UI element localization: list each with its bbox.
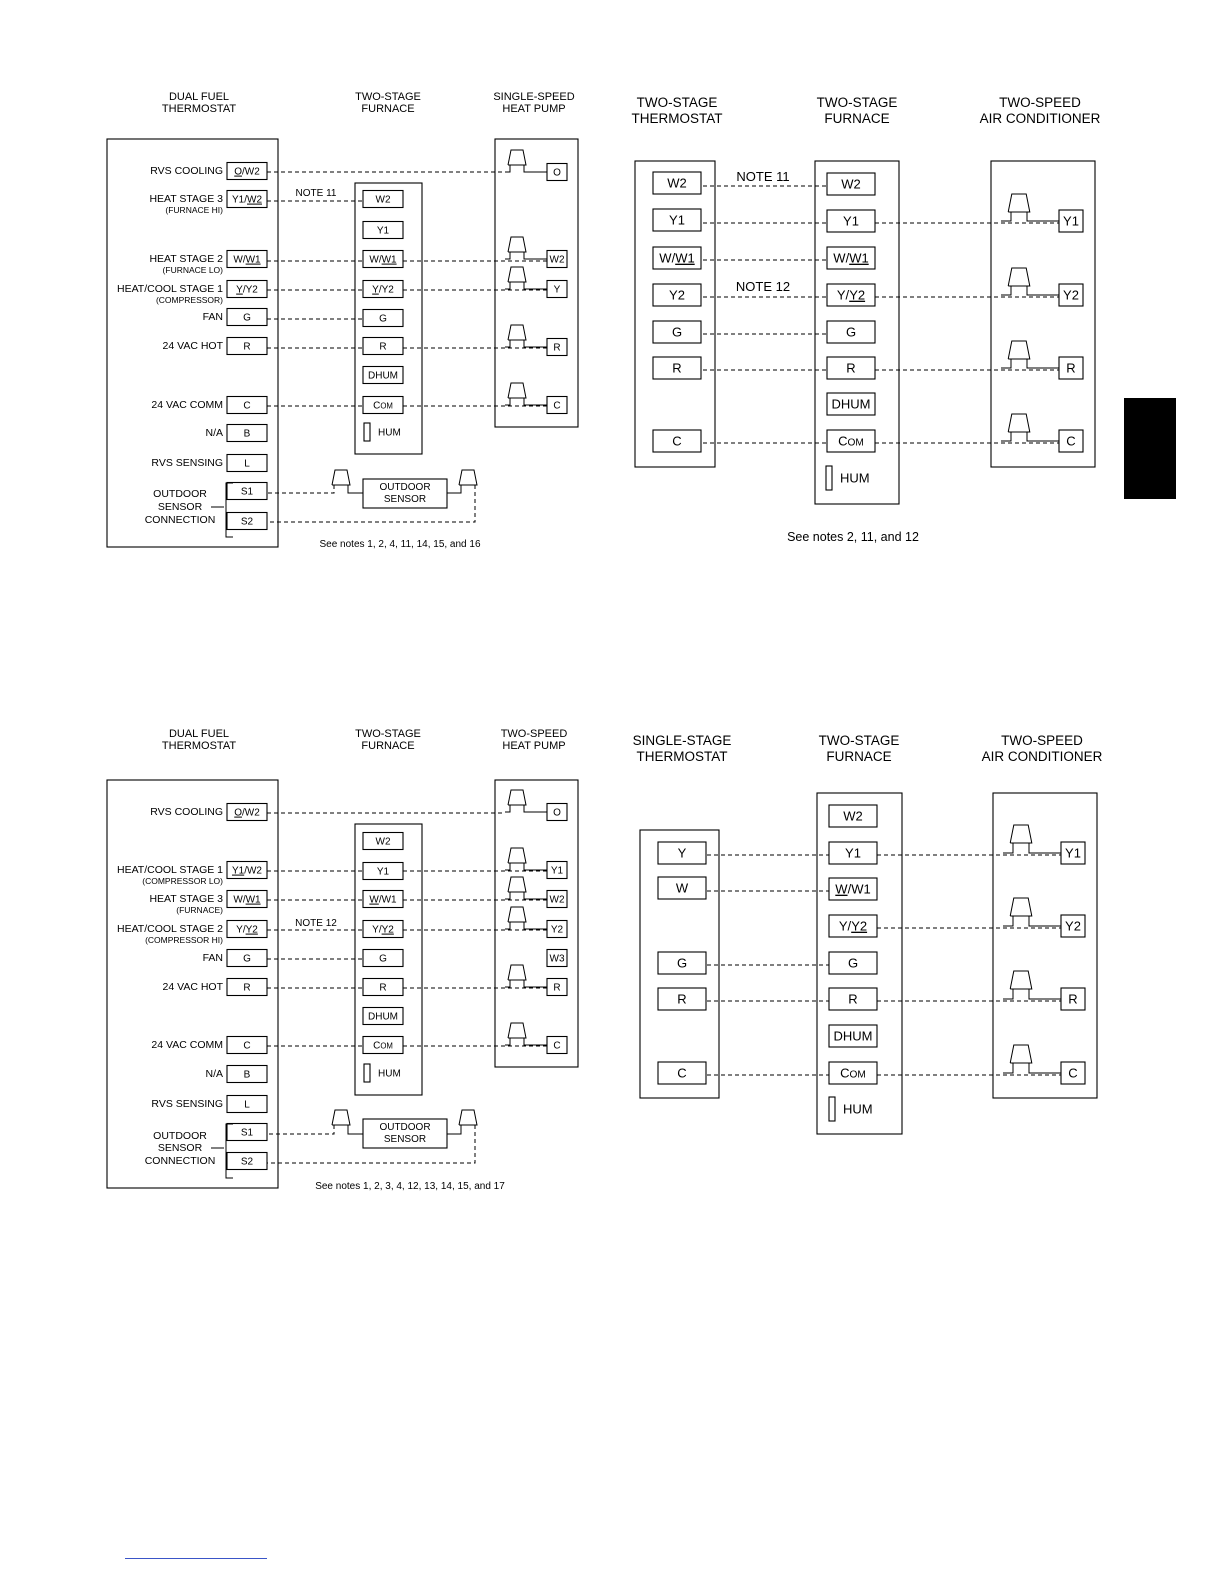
d1-sensor-s2-stem — [447, 485, 461, 493]
d1-thermostat-term-o-w2-label: O/W2 — [234, 166, 260, 178]
d2-furnace-term-com-label: COM — [838, 433, 864, 449]
d3-furnace-term-g-label: G — [379, 953, 387, 965]
d3-furnace-term-dhum-label: DHUM — [368, 1011, 398, 1023]
d2-note-12: NOTE 12 — [735, 279, 791, 294]
d3-sensor-s2-stem — [447, 1125, 461, 1134]
d4-furnace-term-y1-label: Y1 — [845, 845, 861, 861]
d1-thermostat-row-label: HEAT/COOL STAGE 1 — [117, 283, 223, 295]
d3-heatpump-relay-5 — [508, 1023, 526, 1038]
d1-furnace-term-com-label: COM — [373, 400, 393, 412]
d3-heatpump-term-y1-label: Y1 — [550, 865, 564, 877]
d1-thermostat-row-sublabel: (FURNACE LO) — [162, 265, 223, 275]
d3-sensor-s1-stem — [348, 1125, 363, 1134]
d1-furnace-term-y-y2-label: Y/Y2 — [372, 284, 394, 296]
d4-furnace-term-dhum-label: DHUM — [833, 1028, 873, 1044]
d3-heatpump-relay-4 — [508, 965, 526, 980]
d4-furnace-term-com-label: COM — [840, 1065, 866, 1081]
d3-heatpump-term-o-label: O — [553, 807, 561, 819]
d3-outdoor-label-2: SENSOR — [157, 1142, 203, 1154]
d2-thermostat-term-g-label: G — [671, 324, 683, 340]
d3-thermostat-term-o-w2-label: O/W2 — [234, 807, 260, 819]
d3-thermostat-row-sublabel: (COMPRESSOR LO) — [142, 876, 223, 886]
d1-outdoor-label-3: CONNECTION — [144, 514, 216, 526]
d3-sensor-relay-right — [459, 1110, 477, 1125]
d1-sensor-s1-stem — [348, 485, 363, 493]
d3-thermostat-row-sublabel: (FURNACE) — [176, 905, 223, 915]
d2-note-11: NOTE 11 — [736, 169, 790, 184]
d1-footnote: See notes 1, 2, 4, 11, 14, 15, and 16 — [319, 539, 481, 550]
d3-furnace-term-y-y2-label: Y/Y2 — [372, 924, 394, 936]
d3-thermostat-row-label: HEAT/COOL STAGE 2 — [117, 923, 223, 935]
d2-ac-term-r-label: R — [1066, 360, 1076, 376]
d4-thermostat-term-g-label: G — [676, 955, 688, 971]
d3-furnace-term-y1-label: Y1 — [376, 866, 390, 878]
d3-outdoor-label-3: CONNECTION — [144, 1155, 216, 1167]
d1-sensor-relay-left — [332, 470, 350, 485]
d3-heatpump-relay-2 — [508, 877, 526, 892]
d2-ac-relay-0 — [1008, 194, 1030, 212]
d1-thermostat-row-sublabel: (FURNACE HI) — [165, 205, 223, 215]
d1-furnace-term-w-w1-label: W/W1 — [369, 254, 397, 266]
d2-ac-relay-3 — [1008, 414, 1030, 432]
d2-ac-relay-1 — [1008, 268, 1030, 286]
d1-thermostat-row-label: N/A — [205, 427, 223, 439]
d4-furnace-hum-label: HUM — [843, 1101, 873, 1117]
d1-header-outdoor: SINGLE-SPEED HEAT PUMP — [493, 91, 575, 115]
d3-thermostat-row-label: HEAT STAGE 3 — [149, 893, 223, 905]
d3-thermostat-row-label: RVS COOLING — [150, 806, 223, 818]
d2-furnace-term-w2-label: W2 — [841, 176, 861, 192]
d4-thermostat-term-r-label: R — [677, 991, 687, 1007]
d2-ac-panel — [991, 161, 1095, 467]
d4-thermostat-term-y-label: Y — [677, 845, 687, 861]
d1-heatpump-term-o-label: O — [553, 167, 561, 179]
d4-thermostat-term-c-label: C — [677, 1065, 687, 1081]
d4-furnace-term-r-label: R — [848, 991, 858, 1007]
d3-header-thermostat: DUAL FUEL THERMOSTAT — [161, 728, 237, 752]
d1-heatpump-term-y-label: Y — [553, 284, 561, 296]
d2-thermostat-term-c-label: C — [672, 433, 682, 449]
d1-furnace-term-r-label: R — [379, 341, 387, 353]
d1-thermostat-row-label: 24 VAC HOT — [162, 340, 223, 352]
d1-thermostat-term-s2-label: S2 — [240, 516, 254, 528]
d1-note-11: NOTE 11 — [295, 188, 337, 199]
d4-ac-relay-1 — [1010, 898, 1032, 916]
d3-heatpump-term-w2-label: W2 — [549, 894, 565, 906]
d4-header-outdoor: TWO-SPEED AIR CONDITIONER — [981, 733, 1103, 764]
d3-note-12: NOTE 12 — [295, 918, 337, 929]
d1-furnace-hum-indicator — [364, 423, 370, 441]
d2-furnace-hum-indicator — [826, 466, 832, 490]
d3-thermostat-term-r-label: R — [243, 982, 251, 994]
d4-ac-relay-0 — [1010, 825, 1032, 843]
d3-furnace-term-com-label: COM — [373, 1040, 393, 1052]
d1-thermostat-term-b-label: B — [243, 428, 251, 440]
d2-thermostat-term-w-w1-label: W/W1 — [659, 250, 695, 266]
d3-outdoor-label-1: OUTDOOR — [153, 1130, 207, 1142]
d1-furnace-term-dhum-label: DHUM — [368, 370, 398, 382]
d4-ac-term-r-label: R — [1068, 991, 1078, 1007]
d2-furnace-term-g-label: G — [845, 324, 857, 340]
d1-heatpump-term-c-label: C — [553, 400, 561, 412]
d2-furnace-term-dhum-label: DHUM — [831, 396, 871, 412]
d3-sensor-relay-left — [332, 1110, 350, 1125]
d4-ac-term-c-label: C — [1068, 1065, 1078, 1081]
d3-thermostat-row-label: HEAT/COOL STAGE 1 — [117, 864, 223, 876]
d3-thermostat-term-y1-w2-label: Y1/W2 — [231, 865, 263, 877]
d1-furnace-term-y1-label: Y1 — [376, 225, 390, 237]
d1-thermostat-row-label: 24 VAC COMM — [151, 399, 223, 411]
d4-ac-relay-2 — [1010, 971, 1032, 989]
d1-thermostat-row-sublabel: (COMPRESSOR) — [155, 295, 223, 305]
d2-footnote: See notes 2, 11, and 12 — [787, 530, 919, 544]
d3-furnace-term-w-w1-label: W/W1 — [369, 894, 397, 906]
d1-thermostat-term-r-label: R — [243, 341, 251, 353]
d4-furnace-term-g-label: G — [847, 955, 859, 971]
d3-thermostat-row-label: FAN — [202, 952, 223, 964]
d3-furnace-hum-label: HUM — [378, 1068, 401, 1080]
d3-thermostat-term-w-w1-label: W/W1 — [233, 894, 261, 906]
d1-furnace-term-w2-label: W2 — [375, 194, 391, 206]
d3-header-outdoor: TWO-SPEED HEAT PUMP — [500, 728, 568, 752]
d2-furnace-term-y1-label: Y1 — [843, 213, 859, 229]
d4-header-furnace: TWO-STAGE FURNACE — [818, 733, 900, 764]
d1-heatpump-term-w2-label: W2 — [549, 254, 565, 266]
d1-header-thermostat: DUAL FUEL THERMOSTAT — [161, 91, 237, 115]
d1-thermostat-term-c-label: C — [243, 400, 251, 412]
d3-furnace-hum-indicator — [364, 1064, 370, 1082]
d1-sensor-relay-right — [459, 470, 477, 485]
d4-header-thermostat: SINGLE-STAGE THERMOSTAT — [632, 733, 732, 764]
d1-furnace-hum-label: HUM — [378, 427, 401, 439]
d3-furnace-term-r-label: R — [379, 982, 387, 994]
d3-thermostat-row-label: 24 VAC HOT — [162, 981, 223, 993]
d3-thermostat-term-c-label: C — [243, 1040, 251, 1052]
d1-thermostat-term-w-w1-label: W/W1 — [233, 254, 261, 266]
d3-sensor-text-2: SENSOR — [383, 1134, 427, 1145]
d2-thermostat-term-y1-label: Y1 — [669, 212, 685, 228]
d1-heatpump-relay-4 — [508, 383, 526, 398]
d2-ac-relay-2 — [1008, 341, 1030, 359]
d4-furnace-hum-indicator — [829, 1097, 835, 1121]
d1-furnace-term-g-label: G — [379, 313, 387, 325]
d2-thermostat-term-r-label: R — [672, 360, 682, 376]
d1-heatpump-relay-1 — [508, 237, 526, 252]
d3-thermostat-row-sublabel: (COMPRESSOR HI) — [145, 935, 223, 945]
d4-ac-relay-3 — [1010, 1045, 1032, 1063]
d1-thermostat-row-label: HEAT STAGE 3 — [149, 193, 223, 205]
d1-thermostat-row-label: RVS COOLING — [150, 165, 223, 177]
d3-thermostat-term-y-y2-label: Y/Y2 — [236, 924, 258, 936]
d3-thermostat-row-label: N/A — [205, 1068, 223, 1080]
d2-furnace-term-w-w1-label: W/W1 — [833, 250, 869, 266]
d3-thermostat-row-label: RVS SENSING — [151, 1098, 223, 1110]
d3-thermostat-term-s2-label: S2 — [240, 1156, 254, 1168]
d2-header-thermostat: TWO-STAGE THERMOSTAT — [631, 95, 723, 126]
d3-thermostat-term-l-label: L — [244, 1099, 250, 1111]
d3-thermostat-term-s1-label: S1 — [240, 1127, 254, 1139]
d3-thermostat-term-b-label: B — [243, 1069, 251, 1081]
d3-heatpump-relay-3 — [508, 907, 526, 922]
d2-furnace-term-r-label: R — [846, 360, 856, 376]
d2-furnace-term-y-y2-label: Y/Y2 — [836, 287, 866, 303]
d2-thermostat-term-y2-label: Y2 — [669, 287, 685, 303]
d1-thermostat-term-l-label: L — [244, 458, 250, 470]
d1-thermostat-row-label: FAN — [202, 311, 223, 323]
d2-header-outdoor: TWO-SPEED AIR CONDITIONER — [979, 95, 1101, 126]
d2-furnace-hum-label: HUM — [840, 470, 870, 486]
d4-furnace-term-w-w1-label: W/W1 — [835, 881, 871, 897]
d4-thermostat-term-w-label: W — [675, 880, 689, 896]
d3-header-furnace: TWO-STAGE FURNACE — [355, 728, 421, 752]
d2-thermostat-panel — [635, 161, 715, 467]
d3-sensor-text-1: OUTDOOR — [379, 1122, 431, 1133]
d4-ac-term-y2-label: Y2 — [1065, 918, 1081, 934]
d3-heatpump-relay-0 — [508, 790, 526, 805]
d1-sensor-text-1: OUTDOOR — [379, 482, 431, 493]
d4-furnace-term-y-y2-label: Y/Y2 — [838, 918, 868, 934]
d1-header-furnace: TWO-STAGE FURNACE — [355, 91, 421, 115]
d1-thermostat-term-s1-label: S1 — [240, 486, 254, 498]
d2-header-furnace: TWO-STAGE FURNACE — [816, 95, 898, 126]
d1-thermostat-row-label: RVS SENSING — [151, 457, 223, 469]
d1-sensor-text-2: SENSOR — [383, 494, 427, 505]
d3-heatpump-term-r-label: R — [553, 982, 561, 994]
d3-heatpump-relay-1 — [508, 848, 526, 863]
d4-ac-term-y1-label: Y1 — [1065, 845, 1081, 861]
d1-heatpump-relay-3 — [508, 325, 526, 340]
d3-heatpump-term-w3-label: W3 — [549, 953, 565, 965]
d3-heatpump-term-c-label: C — [553, 1040, 561, 1052]
d4-furnace-term-w2-label: W2 — [843, 808, 863, 824]
d3-footnote: See notes 1, 2, 3, 4, 12, 13, 14, 15, and 17 — [315, 1181, 505, 1192]
d1-thermostat-row-label: HEAT STAGE 2 — [149, 253, 223, 265]
d1-thermostat-term-y-y2-label: Y/Y2 — [236, 284, 258, 296]
d1-heatpump-relay-2 — [508, 267, 526, 282]
d1-heatpump-term-r-label: R — [553, 342, 561, 354]
d3-thermostat-term-g-label: G — [243, 953, 251, 965]
d1-thermostat-term-g-label: G — [243, 312, 251, 324]
d3-heatpump-term-y2-label: Y2 — [550, 924, 564, 936]
d3-thermostat-row-label: 24 VAC COMM — [151, 1039, 223, 1051]
d1-heatpump-relay-0 — [508, 150, 526, 165]
d2-ac-term-y1-label: Y1 — [1063, 213, 1079, 229]
d3-furnace-term-w2-label: W2 — [375, 836, 391, 848]
d4-ac-panel — [993, 793, 1097, 1098]
d2-thermostat-term-w2-label: W2 — [667, 175, 687, 191]
d1-thermostat-term-y1-w2-label: Y1/W2 — [231, 194, 263, 206]
d1-outdoor-label-1: OUTDOOR — [153, 488, 207, 500]
d2-ac-term-c-label: C — [1066, 433, 1076, 449]
d2-ac-term-y2-label: Y2 — [1063, 287, 1079, 303]
d1-outdoor-label-2: SENSOR — [157, 501, 203, 513]
